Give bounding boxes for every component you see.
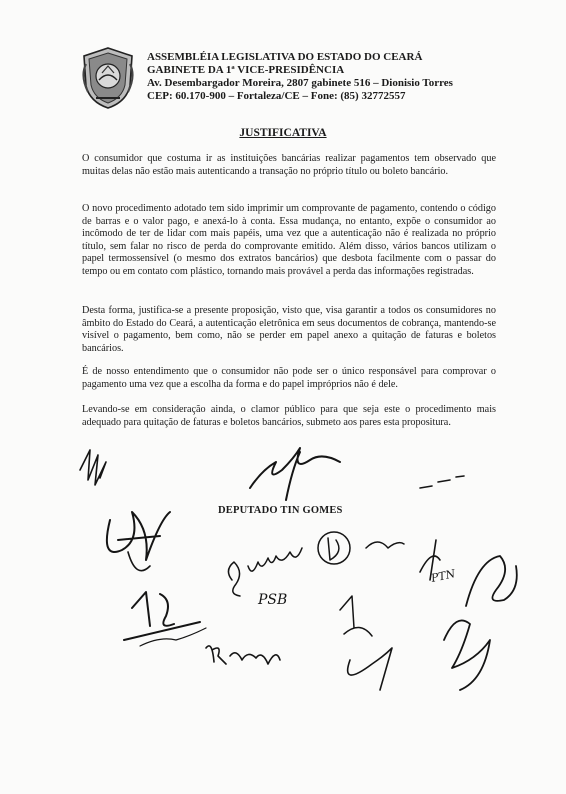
signer-name: DEPUTADO TIN GOMES: [218, 505, 343, 516]
letterhead-institution: ASSEMBLÉIA LEGISLATIVA DO ESTADO DO CEARÁ: [147, 51, 423, 63]
margin-initials-signature: [80, 450, 106, 485]
letterhead-office: GABINETE DA 1ª VICE-PRESIDÊNCIA: [147, 64, 345, 76]
paragraph-5: Levando-se em consideração ainda, o clamor público para que seja este o procedimento mais adequado para quitação de faturas e boletos bancários, submeto aos pares esta propositura.: [82, 404, 496, 428]
letterhead: [147, 51, 487, 103]
handwritten-psb: PSB: [258, 592, 288, 608]
signature-left-1: [107, 512, 170, 560]
signature-right-low: [444, 620, 490, 690]
main-signature: [250, 448, 340, 500]
signature-center-swoop: [348, 648, 392, 690]
document-title: JUSTIFICATIVA: [239, 127, 327, 139]
handwritten-ptn: PTN: [429, 567, 457, 585]
signature-center-low: [340, 596, 372, 636]
signature-roberto: [206, 646, 280, 664]
paragraph-2: O novo procedimento adotado tem sido imprimir um comprovante de pagamento, contendo o código de barras e o valor pago, e anexá-lo à conta. Essa mudança, no entanto, expõe o consumidor ao incômodo de ter de lidar com mais papéis, uma vez que a autenticação não é realizada no próprio título, sem falar no risco de perda do comprovante emitido. Além disso, vários bancos utilizam o papel termossensível (o mesmo dos extratos bancários) que desbota facilmente com o passar do tempo ou em contato com plástico, tornando mais provável a perda das informações registradas.: [82, 203, 496, 277]
signature-right-loop: [466, 556, 517, 606]
state-coat-of-arms-seal: [80, 46, 136, 110]
paragraph-3: Desta forma, justifica-se a presente proposição, visto que, visa garantir a todos os consumidores no âmbito do Estado do Ceará, a autenticação eletrônica em seus documentos de cobrança, mantendo-se visível o pagamento, bem como, não se perder em papel anexo a quitação de faturas e boletos bancários.: [82, 305, 496, 354]
signature-8nanes: [228, 548, 302, 596]
paragraph-1: O consumidor que costuma ir as instituições bancárias realizar pagamentos tem observado que muitas delas não estão mais autenticando a transação no próprio título ou boleto bancário.: [82, 153, 496, 177]
letterhead-contact: CEP: 60.170-900 – Fortaleza/CE – Fone: (85) 32772557: [147, 90, 406, 102]
letterhead-address: Av. Desembargador Moreira, 2807 gabinete 516 – Dionisio Torres: [147, 77, 453, 89]
signature-left-2: [124, 592, 200, 640]
signature-circle-d: [318, 532, 350, 564]
paragraph-4: É de nosso entendimento que o consumidor não pode ser o único responsável para comprovar o pagamento uma vez que a escolha da forma e do papel impróprios não é dele.: [82, 366, 496, 390]
